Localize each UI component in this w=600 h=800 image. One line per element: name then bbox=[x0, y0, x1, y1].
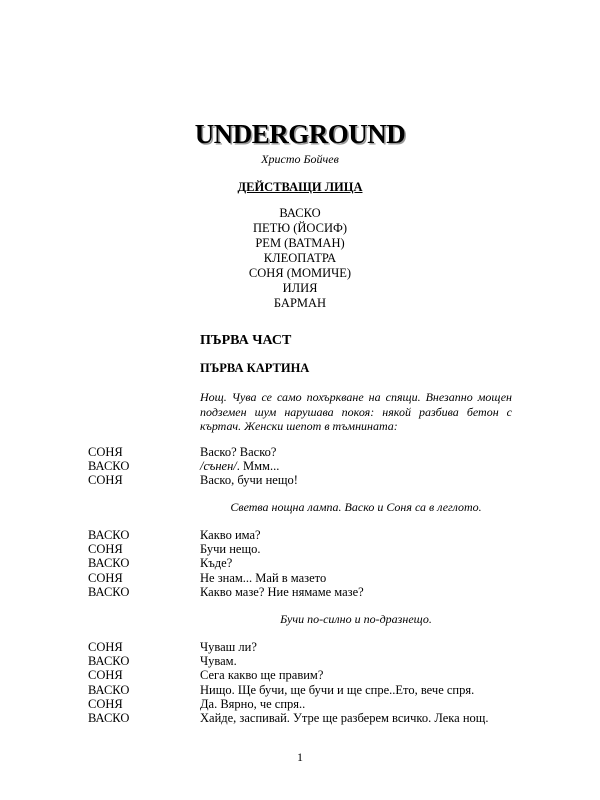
dialogue-line: Къде? bbox=[200, 556, 233, 571]
speaker-name: ВАСКО bbox=[88, 682, 130, 697]
dialogue-row bbox=[0, 683, 600, 697]
cast-list bbox=[0, 206, 600, 311]
cast-item: ИЛИЯ bbox=[282, 281, 318, 295]
dialogue-line: Бучи нещо. bbox=[200, 542, 261, 557]
dialogue-block-2 bbox=[0, 528, 600, 599]
cast-item: СОНЯ (МОМИЧЕ) bbox=[248, 266, 352, 280]
speaker-name: СОНЯ bbox=[88, 640, 123, 654]
dialogue-row bbox=[0, 528, 600, 542]
dialogue-line: Чуваш ли? bbox=[200, 640, 257, 654]
cast-item: ВАСКО bbox=[279, 206, 321, 220]
part-heading: ПЪРВА ЧАСТ bbox=[200, 333, 292, 348]
dialogue-line: Какво има? bbox=[200, 528, 261, 542]
dialogue-row bbox=[0, 571, 600, 585]
cast-item: ПЕТЮ (ЙОСИФ) bbox=[252, 221, 348, 235]
dialogue-line: Не знам... Май в мазето bbox=[200, 570, 327, 585]
dialogue-row bbox=[0, 668, 600, 682]
speaker-name: СОНЯ bbox=[88, 445, 123, 459]
dialogue-line: Нищо. Ще бучи, ще бучи и ще спре..Ето, вече спря. bbox=[200, 682, 475, 697]
dialogue-line bbox=[200, 459, 279, 474]
dialogue-row bbox=[0, 697, 600, 711]
dialogue-line: Какво мазе? Ние нямаме мазе? bbox=[200, 584, 364, 599]
dialogue-row bbox=[0, 473, 600, 487]
speaker-name: СОНЯ bbox=[88, 570, 123, 585]
play-title: UNDERGROUND bbox=[194, 119, 406, 149]
speaker-name: ВАСКО bbox=[88, 528, 130, 542]
dialogue-block-3 bbox=[0, 640, 600, 725]
cast-item: КЛЕОПАТРА bbox=[263, 251, 337, 265]
dialogue-row bbox=[0, 459, 600, 473]
dialogue-line: Васко, бучи нещо! bbox=[200, 473, 298, 488]
dialogue-block-1 bbox=[0, 445, 600, 488]
page-number: 1 bbox=[297, 750, 303, 764]
dialogue-line-text: . Ммм... bbox=[236, 459, 280, 474]
dialogue-line: Сега какво ще правим? bbox=[200, 668, 324, 683]
dialogue-aside: /сънен/ bbox=[200, 459, 237, 474]
cast-heading: ДЕЙСТВАЩИ ЛИЦА bbox=[237, 180, 363, 194]
speaker-name: СОНЯ bbox=[88, 542, 123, 557]
speaker-name: ВАСКО bbox=[88, 654, 130, 669]
dialogue-row bbox=[0, 711, 600, 725]
speaker-name: ВАСКО bbox=[88, 556, 130, 571]
cast-item: РЕМ (ВАТМАН) bbox=[255, 236, 345, 250]
speaker-name: ВАСКО bbox=[88, 459, 130, 474]
author-name: Христо Бойчев bbox=[261, 152, 339, 166]
speaker-name: ВАСКО bbox=[88, 584, 130, 599]
speaker-name: СОНЯ bbox=[88, 473, 123, 488]
dialogue-row bbox=[0, 542, 600, 556]
dialogue-row bbox=[0, 654, 600, 668]
speaker-name: ВАСКО bbox=[88, 710, 130, 725]
speaker-name: СОНЯ bbox=[88, 668, 123, 683]
stage-direction-2: Светва нощна лампа. Васко и Соня са в леглото. bbox=[230, 500, 482, 514]
stage-direction-3: Бучи по-силно и по-дразнещо. bbox=[280, 612, 432, 626]
dialogue-row bbox=[0, 445, 600, 459]
scene-heading: ПЪРВА КАРТИНА bbox=[200, 361, 310, 375]
dialogue-line: Васко? Васко? bbox=[200, 445, 277, 459]
dialogue-line: Да. Вярно, че спря.. bbox=[200, 696, 306, 711]
dialogue-row bbox=[0, 556, 600, 570]
dialogue-row bbox=[0, 585, 600, 599]
cast-item: БАРМАН bbox=[273, 296, 327, 310]
speaker-name: СОНЯ bbox=[88, 696, 123, 711]
dialogue-row bbox=[0, 640, 600, 654]
opening-stage-direction: Нощ. Чува се само похъркване на спящи. Внезапно мощен подземен шум нарушава покоя: някой разбива бетон с къртач. Женски шепот в тъмнината: bbox=[200, 390, 512, 433]
dialogue-line: Хайде, заспивай. Утре ще разберем всичко. Лека нощ. bbox=[200, 710, 489, 725]
dialogue-line: Чувам. bbox=[200, 654, 237, 669]
